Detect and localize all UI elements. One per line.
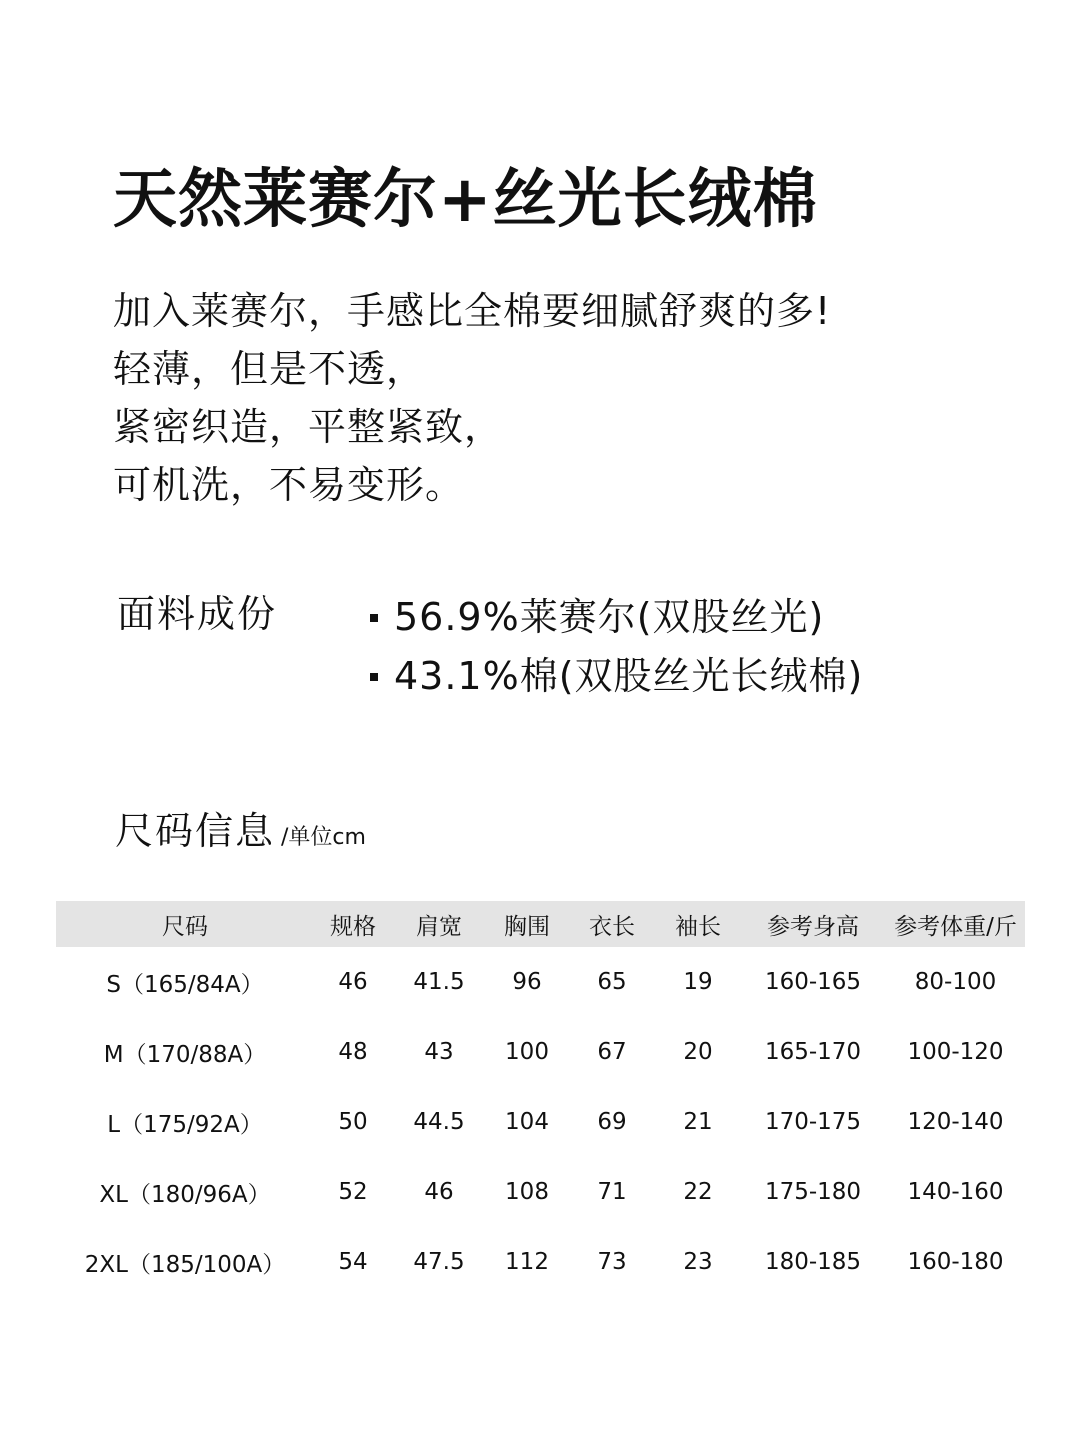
table-cell: 21 (683, 1109, 713, 1135)
table-cell: 104 (505, 1109, 549, 1135)
table-cell: 46 (338, 969, 368, 995)
column-header: 衣长 (568, 901, 656, 947)
table-cell: M（170/88A） (103, 1041, 267, 1068)
table-cell: 165-170 (764, 1039, 862, 1065)
table-row (56, 1157, 1025, 1227)
column-header: 胸围 (486, 901, 568, 947)
table-cell: 160-165 (764, 969, 862, 995)
table-cell: 50 (338, 1109, 368, 1135)
description-line: 加入莱赛尔，手感比全棉要细腻舒爽的多! (113, 289, 832, 333)
table-cell: 160-180 (907, 1249, 1004, 1275)
fabric-item-text: 56.9%莱赛尔(双股丝光) (394, 595, 825, 639)
table-cell: 108 (505, 1179, 549, 1205)
table-cell: 100 (505, 1039, 549, 1065)
column-header: 参考身高 (740, 901, 886, 947)
table-cell: 2XL（185/100A） (84, 1251, 286, 1278)
table-cell: 175-180 (764, 1179, 862, 1205)
fabric-composition-label: 面料成份 (117, 592, 278, 636)
table-cell: 22 (683, 1179, 713, 1205)
table-cell: 112 (505, 1249, 549, 1275)
table-cell: 20 (683, 1039, 713, 1065)
size-table (56, 901, 1025, 1297)
table-cell: 73 (597, 1249, 627, 1275)
size-info-unit: /单位cm (281, 825, 366, 850)
table-header-row (56, 901, 1025, 947)
bullet-icon (370, 673, 378, 681)
fabric-item-text: 43.1%棉(双股丝光长绒棉) (394, 654, 864, 698)
table-cell: L（175/92A） (107, 1111, 263, 1138)
table-cell: 46 (424, 1179, 454, 1205)
description-line: 轻薄，但是不透， (113, 347, 426, 391)
column-header: 袖长 (656, 901, 740, 947)
table-row (56, 1087, 1025, 1157)
table-cell: 47.5 (413, 1249, 465, 1275)
table-cell: 41.5 (413, 969, 465, 995)
column-header: 规格 (314, 901, 392, 947)
table-cell: 19 (683, 969, 713, 995)
table-cell: XL（180/96A） (99, 1181, 271, 1208)
description-line: 可机洗，不易变形。 (113, 463, 465, 507)
fabric-item (370, 647, 863, 706)
product-description (113, 282, 831, 514)
column-header: 参考体重/斤 (886, 901, 1025, 947)
table-cell: 170-175 (764, 1109, 862, 1135)
table-cell: 120-140 (907, 1109, 1004, 1135)
table-cell: 54 (338, 1249, 368, 1275)
table-cell: 80-100 (914, 969, 997, 995)
table-row (56, 1017, 1025, 1087)
table-row (56, 947, 1025, 1017)
column-header: 肩宽 (392, 901, 486, 947)
table-cell: 71 (597, 1179, 627, 1205)
table-cell: 67 (597, 1039, 627, 1065)
table-cell: 100-120 (907, 1039, 1004, 1065)
table-cell: 69 (597, 1109, 627, 1135)
table-cell: 43 (424, 1039, 454, 1065)
bullet-icon (370, 614, 378, 622)
table-cell: 180-185 (764, 1249, 862, 1275)
table-cell: 52 (338, 1179, 368, 1205)
fabric-item (370, 588, 863, 647)
table-cell: 48 (338, 1039, 368, 1065)
fabric-composition-list (370, 588, 863, 706)
table-row (56, 1227, 1025, 1297)
table-cell: 96 (512, 969, 542, 995)
column-header: 尺码 (56, 901, 314, 947)
size-info-heading (115, 800, 366, 855)
size-info-title: 尺码信息 (115, 809, 276, 853)
table-cell: 140-160 (907, 1179, 1004, 1205)
description-line: 紧密织造，平整紧致， (113, 405, 504, 449)
table-cell: 65 (597, 969, 627, 995)
table-cell: S（165/84A） (106, 971, 264, 998)
page-title: 天然莱赛尔+丝光长绒棉 (113, 163, 818, 237)
table-cell: 44.5 (413, 1109, 465, 1135)
table-cell: 23 (683, 1249, 713, 1275)
